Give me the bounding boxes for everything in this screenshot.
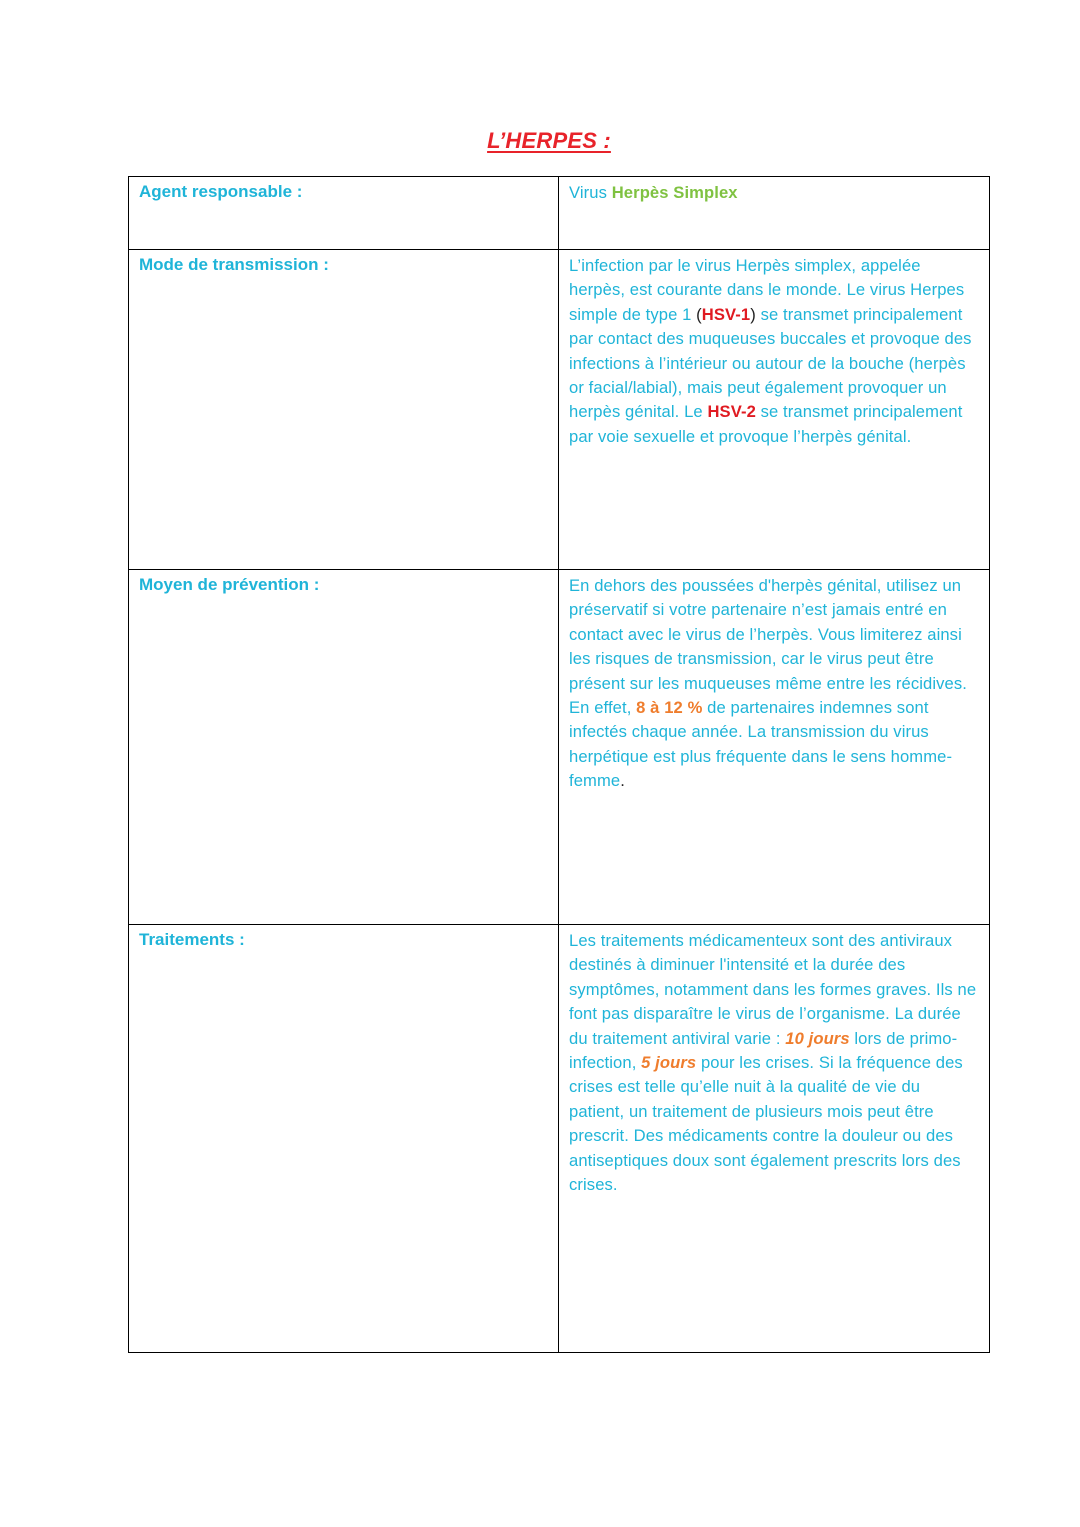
table-row-transmission — [129, 250, 990, 570]
text-run: ( — [696, 304, 702, 324]
table-row-prevention — [129, 570, 990, 925]
value-cell — [559, 250, 990, 570]
row-text-agent — [569, 181, 979, 205]
text-run: L’infection par le virus Herpès simplex, appelée herpès, est courante dans le monde. Le virus Herpes simple de type 1 — [569, 256, 965, 324]
label-cell — [129, 250, 559, 570]
highlight-duration-primo: 10 jours — [785, 1028, 850, 1048]
text-run: de partenaires indemnes sont infectés chaque année. La transmission du virus herpétique est plus fréquente dans le sens homme-femme — [569, 698, 953, 791]
row-label-treatment: Traitements : — [139, 930, 245, 949]
row-label-transmission: Mode de transmission : — [139, 255, 329, 274]
text-run: lors de primo-infection, — [569, 1028, 958, 1073]
highlight-virus-name: Herpès Simplex — [611, 183, 738, 202]
label-cell — [129, 570, 559, 925]
table-row-treatment — [129, 925, 990, 1353]
text-run: se transmet principalement par contact des muqueuses buccales et provoque des infections à l’intérieur ou autour de la bouche (herpès or facial/labial), mais peut également provoquer un herpès génital. Le — [569, 304, 972, 422]
text-run: Virus — [569, 183, 612, 202]
highlight-hsv2: HSV-2 — [707, 402, 756, 422]
row-label-prevention: Moyen de prévention : — [139, 575, 320, 594]
label-cell — [129, 925, 559, 1353]
row-label-agent: Agent responsable : — [139, 182, 303, 201]
table-row-agent — [129, 177, 990, 250]
value-cell — [559, 925, 990, 1353]
text-run: . — [620, 771, 625, 791]
row-text-treatment — [569, 929, 979, 1197]
row-text-prevention — [569, 574, 979, 794]
highlight-hsv1: HSV-1 — [701, 304, 751, 324]
row-text-transmission — [569, 254, 979, 449]
text-run: Les traitements médicamenteux sont des antiviraux destinés à diminuer l'intensité et la durée des symptômes, notamment dans les formes graves. Ils ne font pas disparaître le virus de l’organisme. La durée du traitement antiviral varie : — [569, 931, 977, 1048]
text-run: ) — [750, 304, 756, 324]
page-title: L’HERPES : — [487, 128, 611, 153]
highlight-duration-crises: 5 jours — [641, 1053, 697, 1073]
label-cell — [129, 177, 559, 250]
herpes-info-table — [128, 176, 990, 1353]
text-run: se transmet principalement par voie sexuelle et provoque l’herpès génital. — [569, 402, 963, 446]
value-cell — [559, 177, 990, 250]
text-run: pour les crises. Si la fréquence des crises est telle qu’elle nuit à la qualité de vie du patient, un traitement de plusieurs mois peut être prescrit. Des médicaments contre la douleur ou des antiseptiques doux sont également prescrits lors des crises. — [569, 1053, 963, 1195]
text-run: En dehors des poussées d'herpès génital, utilisez un préservatif si votre partenaire n’est jamais entré en contact avec le virus de l’herpès. Vous limiterez ainsi les risques de transmission, car le virus peut être présent sur les muqueuses même entre les récidives. En effet, — [569, 576, 967, 718]
value-cell — [559, 570, 990, 925]
highlight-percentage: 8 à 12 % — [636, 698, 703, 718]
